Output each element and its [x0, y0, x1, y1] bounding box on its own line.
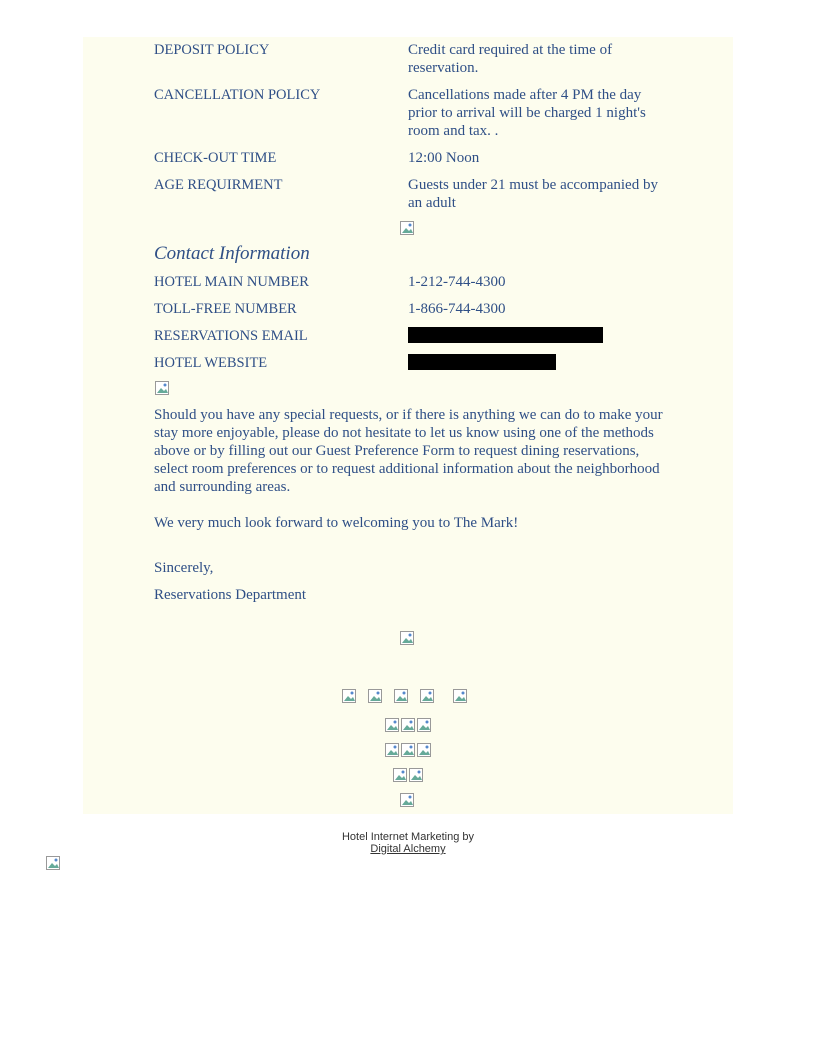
footer-image	[385, 718, 399, 732]
broken-image-icon	[155, 381, 169, 395]
digital-alchemy-link[interactable]: Digital Alchemy	[370, 843, 446, 855]
footer-image	[385, 743, 399, 757]
welcome-paragraph: We very much look forward to welcoming you to The Mark!	[154, 515, 519, 531]
redacted-website-link[interactable]	[408, 354, 556, 370]
special-requests-paragraph: Should you have any special requests, or if there is anything we can do to make your stay more enjoyable, please do not hesitate to let us know using one of the methods above or by filling out our Guest Preference Form to request dining reservations, select room preferences or to request additional information about the neighborhood and surrounding areas.	[154, 407, 663, 495]
marketing-credit	[0, 831, 816, 855]
age-requirement-label: AGE REQUIRMENT	[154, 177, 283, 193]
checkout-time-label: CHECK-OUT TIME	[154, 150, 277, 166]
marketing-credit-text: Hotel Internet Marketing by	[341, 831, 475, 843]
cancellation-policy-label: CANCELLATION POLICY	[154, 87, 321, 103]
main-number-label: HOTEL MAIN NUMBER	[154, 274, 309, 290]
social-link-icon[interactable]	[342, 689, 356, 703]
deposit-policy-value: Credit card required at the time of reservation.	[408, 42, 613, 76]
social-link-icon[interactable]	[394, 689, 408, 703]
deposit-policy-label: DEPOSIT POLICY	[154, 42, 270, 58]
age-requirement-value: Guests under 21 must be accompanied by an adult	[408, 177, 658, 211]
social-link-icon[interactable]	[420, 689, 434, 703]
cancellation-policy-value: Cancellations made after 4 PM the day prior to arrival will be charged 1 night's room and tax. .	[408, 87, 646, 139]
tollfree-number-label: TOLL-FREE NUMBER	[154, 301, 297, 317]
footer-image	[400, 793, 414, 807]
social-link-icon[interactable]	[368, 689, 382, 703]
footer-image	[417, 718, 431, 732]
footer-image	[409, 768, 423, 782]
social-link-icon[interactable]	[453, 689, 467, 703]
tollfree-number-value: 1-866-744-4300	[408, 301, 506, 317]
checkout-time-value: 12:00 Noon	[408, 150, 480, 166]
closing-text: Sincerely,	[154, 560, 214, 576]
redacted-email-link[interactable]	[408, 327, 603, 343]
hotel-logo-image	[400, 631, 414, 645]
hotel-website-label: HOTEL WEBSITE	[154, 355, 268, 371]
footer-image	[401, 718, 415, 732]
signature-text: Reservations Department	[154, 587, 307, 603]
contact-information-heading: Contact Information	[154, 243, 310, 264]
footer-image	[401, 743, 415, 757]
main-number-value: 1-212-744-4300	[408, 274, 506, 290]
footer-image	[417, 743, 431, 757]
tracking-pixel-image	[46, 856, 60, 870]
broken-image-icon	[400, 221, 414, 235]
footer-image	[393, 768, 407, 782]
reservations-email-label: RESERVATIONS EMAIL	[154, 328, 308, 344]
